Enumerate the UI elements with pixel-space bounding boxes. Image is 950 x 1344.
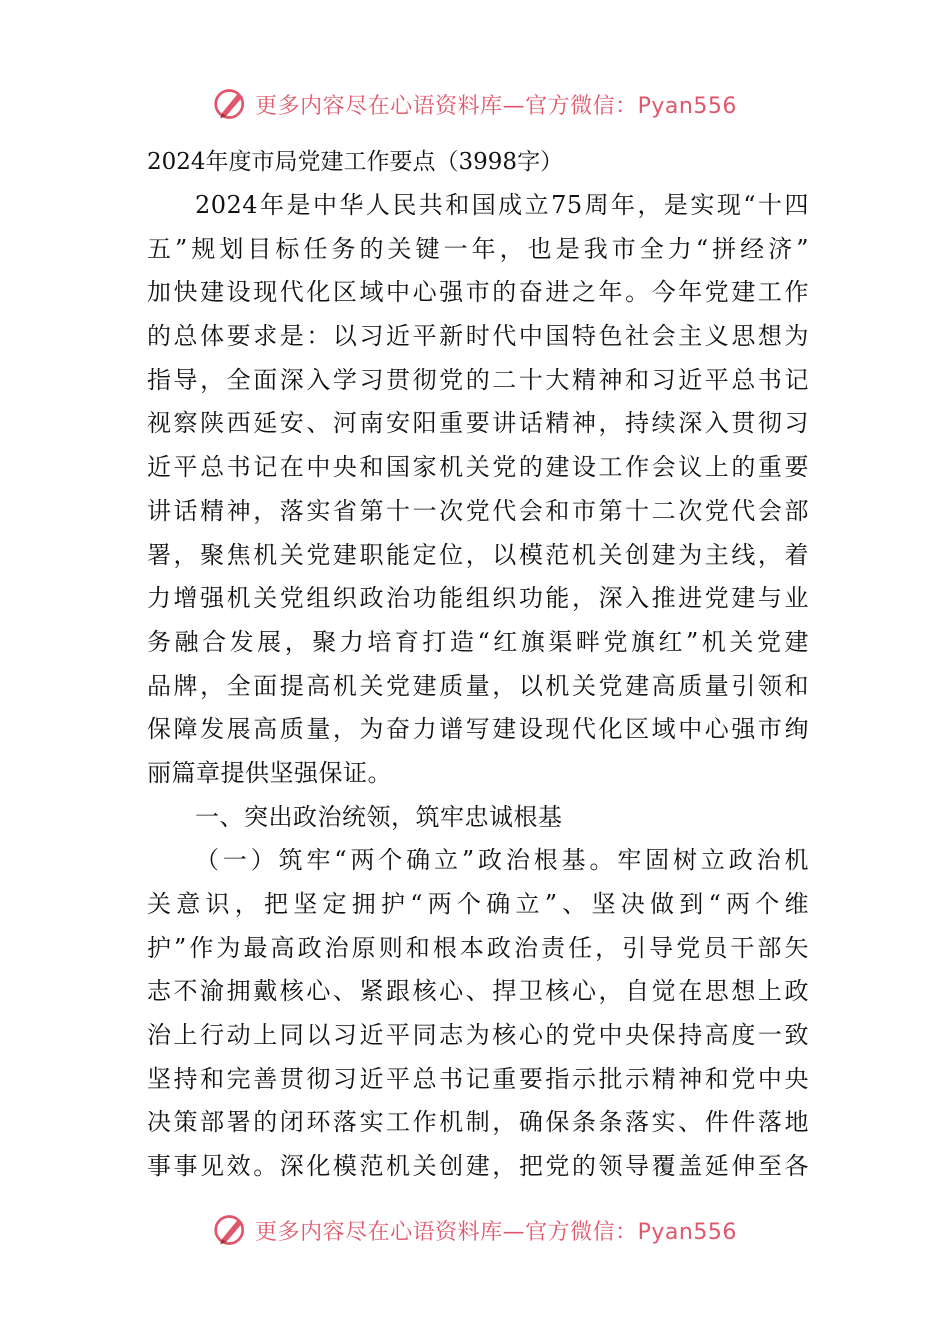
paragraph-line: 品牌，全面提高机关党建质量，以机关党建高质量引领和 [147, 671, 809, 700]
watermark-text: 更多内容尽在心语资料库—官方微信：Pyan556 [255, 93, 737, 119]
paragraph-line: 五”规划目标任务的关键一年，也是我市全力“拼经济” [147, 234, 809, 263]
paragraph-line: 事事见效。深化模范机关创建，把党的领导覆盖延伸至各 [147, 1152, 809, 1181]
paragraph-line: 加快建设现代化区域中心强市的奋进之年。今年党建工作 [147, 278, 809, 307]
paragraph-line: 坚持和完善贯彻习近平总书记重要指示批示精神和党中央 [147, 1064, 809, 1093]
paragraph-line: 丽篇章提供坚强保证。 [147, 758, 392, 787]
paragraph-line: 讲话精神，落实省第十一次党代会和市第十二次党代会部 [147, 496, 809, 525]
paragraph-line: 护”作为最高政治原则和根本政治责任，引导党员干部矢 [147, 933, 809, 962]
watermark-banner-top [0, 84, 950, 124]
paragraph-line: 决策部署的闭环落实工作机制，确保条条落实、件件落地 [147, 1108, 809, 1137]
paragraph-line: 力增强机关党组织政治功能组织功能，深入推进党建与业 [147, 584, 809, 613]
paragraph-line: 2024年是中华人民共和国成立75周年，是实现“十四 [195, 191, 809, 219]
paragraph-line: 近平总书记在中央和国家机关党的建设工作会议上的重要 [147, 453, 809, 482]
paragraph-line: 的总体要求是：以习近平新时代中国特色社会主义思想为 [147, 322, 809, 351]
document-title: 2024年度市局党建工作要点（3998字） [147, 149, 564, 175]
section-heading: 一、突出政治统领，筑牢忠诚根基 [195, 802, 563, 831]
paragraph-line: 视察陕西延安、河南安阳重要讲话精神，持续深入贯彻习 [147, 409, 809, 438]
paragraph-line: 治上行动上同以习近平同志为核心的党中央保持高度一致 [147, 1021, 809, 1050]
paragraph-line: 志不渝拥戴核心、紧跟核心、捍卫核心，自觉在思想上政 [147, 977, 809, 1006]
paragraph-line: 务融合发展，聚力培育打造“红旗渠畔党旗红”机关党建 [147, 627, 809, 656]
watermark-text: 更多内容尽在心语资料库—官方微信：Pyan556 [255, 1219, 737, 1245]
watermark-banner-bottom [0, 1210, 950, 1250]
pen-circle-logo-icon [213, 1212, 249, 1248]
paragraph-line: 署，聚焦机关党建职能定位，以模范机关创建为主线，着 [147, 540, 809, 569]
document-body [147, 140, 809, 1189]
paragraph-line: 关意识，把坚定拥护“两个确立”、坚决做到“两个维 [147, 890, 809, 918]
paragraph-line: 指导，全面深入学习贯彻党的二十大精神和习近平总书记 [147, 365, 809, 394]
paragraph-line: 保障发展高质量，为奋力谱写建设现代化区域中心强市绚 [147, 715, 809, 744]
paragraph-line: （一）筑牢“两个确立”政治根基。牢固树立政治机 [195, 846, 809, 875]
pen-circle-logo-icon [213, 86, 249, 122]
